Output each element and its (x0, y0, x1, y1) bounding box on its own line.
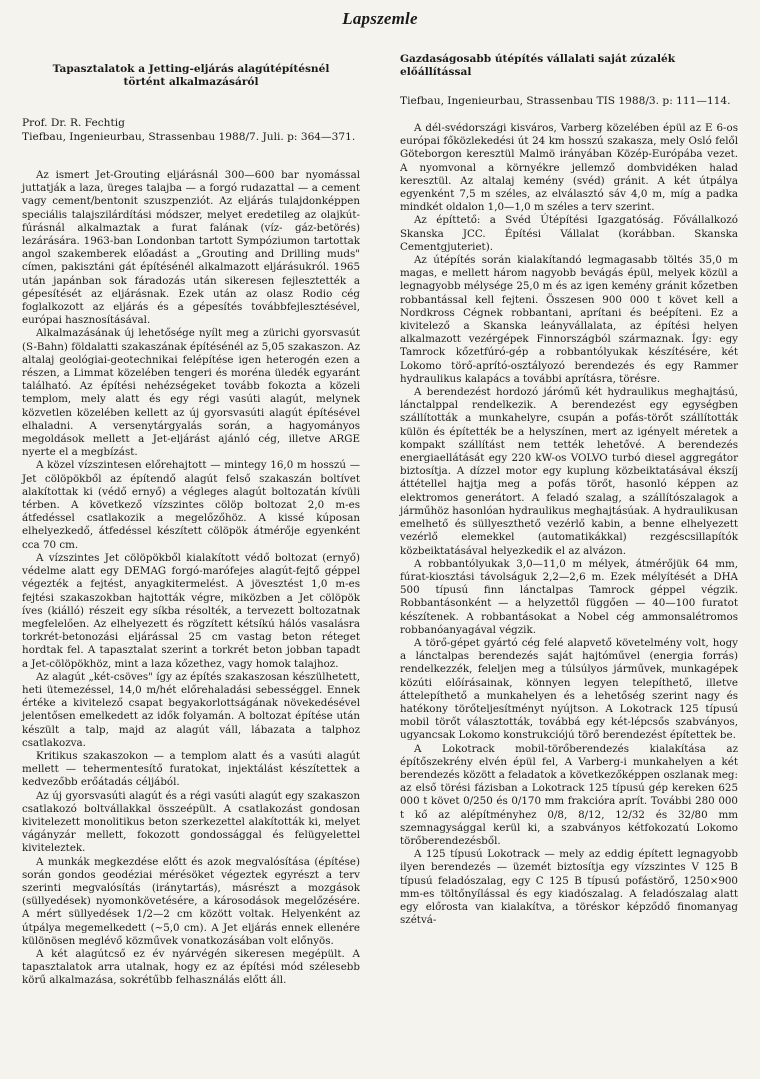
page-header: Lapszemle (342, 9, 418, 28)
right-paragraph: Az útépítés során kialakítandó legmagasabb töltés 35,0 m magas, e mellett három nagyobb bevágás épül, melyek közül a legnagyobb mélysége 25,0 m és az igen kemény gránit kőzetben robbantással kell fejteni. Összesen 900 000 t követ kell a Nordkross Cégnek robbantani, aprítani és beépíteni. Ez a kivitelező a Skanska leányvállalata, az építési helyen alkalmazott vezérgépek Finnországból származnak. Így: egy Tamrock kőzetfúró-gép a robbantólyukak készítésére, két Lokomo törő-aprító-osztályozó berendezés és egy Rammer hydraulikus kalapács a további aprításra, törésre. (400, 254, 738, 385)
left-source (22, 116, 360, 144)
left-paragraph: Kritikus szakaszokon — a templom alatt és a vasúti alagút mellett — tehermentesítő furatokat, injektálást készítettek a kedvezőbb erőátadás céljából. (22, 749, 360, 789)
right-paragraph: A törő-gépet gyártó cég felé alapvető követelmény volt, hogy a lánctalpas berendezés saját hajtóművel (energia forrás) rendelkezzék, feleljen meg a túlsúlyos járművek, munkagépek közúti előírásainak, könnyen legyen telepíthető, illetve áttelepíthető a munkahelyen és a lehetőség szerint nagy és hatékony törőteljesítményt nyújtson. A Lokotrack 125 típusú mobil törőt választották, továbbá egy két-lépcsős szabványos, ugyancsak Lokomo konstrukciójú törő berendezést építettek be. (400, 636, 738, 742)
left-paragraph: A közel vízszintesen előrehajtott — mintegy 16,0 m hosszú — Jet cölöpökből az építendő alagút felső szakaszán boltívet alakítottak ki (védő ernyő) a végleges alagút boltozatán kívüli térben. A következő vízszintes cölöp boltozat 2,0 m-es átfedéssel csatlakozik a megelőzőhöz. A kissé kúposan elhelyezkedő, átfedéssel készített cölöpök átmérője egyenként cca 70 cm. (22, 459, 360, 551)
left-column (22, 34, 360, 988)
right-column (400, 34, 738, 988)
left-author: Prof. Dr. R. Fechtig (22, 117, 125, 129)
left-paragraph: A két alagútcső ez év nyárvégén sikeresen megépült. A tapasztalatok arra utalnak, hogy ez az építési mód szélesebb körű alkalmazása, sokrétűbb felhasználás előtt áll. (22, 947, 360, 987)
left-title-line-2: történt alkalmazásáról (123, 76, 259, 88)
left-paragraph: Az új gyorsvasúti alagút és a régi vasúti alagút egy szakaszon csatlakozó boltvállakkal összeépült. A csatlakozást gondosan kivitelezett monolitikus beton szerkezettel alakították ki, melyet vágányzár mellett, fokozott gondossággal és felügyelettel kiviteleztek. (22, 789, 360, 855)
left-paragraph: Alkalmazásának új lehetősége nyílt meg a zürichi gyorsvasút (S-Bahn) földalatti szakaszának építésénél az 5,05 szakaszon. Az altalaj geológiai-geotechnikai felépítése igen heterogén ezen a részen, a Limmat közelében tengeri és moréna üledék egyaránt található. Az építési nehézségeket tovább fokozta a közeli templom, mely alatt és egy régi vasúti alagút, melynek közvetlen közelében kellett az új gyorsvasúti alagút építésével elhaladni. A versenytárgyalás során, a hagyományos megoldások mellett a Jet-eljárást ajánló cég, illetve ARGE nyerte el a megbízást. (22, 327, 360, 459)
right-paragraph: A dél-svédországi kisváros, Varberg közelében épül az E 6-os európai főközlekedési út 24 km hosszú szakasza, mely Osló felől Göteborgon keresztül Malmö irányában Közép-Európába vezet. A nyomvonal a környékre jellemző dombvidéken halad keresztül. Az altalaj kemény (svéd) gránit. A két útpálya egyenként 7,5 m széles, az elválasztó sáv 4,0 m, míg a padka mindkét oldalon 1,0—1,0 m széles a terv szerint. (400, 122, 738, 214)
right-paragraph: A berendezést hordozó járómű két hydraulikus meghajtású, lánctalppal rendelkezik. A berendezést egy egységben szállították a munkahelyre, csupán a pofás-törőt szállították külön és építették be a helyszínen, mert az igényelt méretek a kompakt szállítást nem tették lehetővé. A berendezés energiaellátását egy 220 kW-os VOLVO turbó diesel aggregátor biztosítja. A dízzel motor egy kuplung közbeiktatásával ékszíj áttétellel hajtja meg a pofás törőt, hasonló képpen az elektromos generátort. A feladó szalag, a szállítószalagok a járműhöz hasonlóan hydraulikus meghajtásúak. A hydraulikusan emelhető és süllyeszthető vezérlő kabin, a benne elhelyezett vezérlő elemekkel (automatikákkal) rezgéscsillapítók közbeiktatásával helyezkedik el az alvázon. (400, 386, 738, 557)
left-title-line-1: Tapasztalatok a Jetting-eljárás alagútépítésnél (52, 63, 330, 75)
left-source-citation: Tiefbau, Ingenieurbau, Strassenbau 1988/7. Juli. p: 364—371. (22, 131, 356, 143)
right-source-citation: Tiefbau, Ingenieurbau, Strassenbau TIS 1988/3. p: 111—114. (400, 95, 731, 107)
left-paragraph: A munkák megkezdése előtt és azok megvalósítása (építése) során gondos geodéziai mérésöket végeztek egyrészt a terv szerinti megvalósítás (iránytartás), másrészt a mozgások (süllyedések) nyomonkövetésére, a károsodások megelőzésére. A mért süllyedések 1/2—2 cm között voltak. Helyenként az útpálya megemelkedett (~5,0 cm). A Jet eljárás ennek ellenére különösen meglévő közművek vonatkozásában volt előnyös. (22, 855, 360, 947)
right-paragraph: A 125 típusú Lokotrack — mely az eddig épített legnagyobb ilyen berendezés — üzemét biztosítja egy vízszintes V 125 B típusú feladószalag, egy C 125 B típusú pofástörő, 1250×900 mm-es töltőnyílással és egy kiadószalag. A feladószalag alatt egy előrosta van kialakítva, a töréskor képződő finomanyag szétvá- (400, 848, 738, 927)
left-paragraph: Az ismert Jet-Grouting eljárásnál 300—600 bar nyomással juttatják a laza, üreges talajba — a forgó rudazattal — a cement vagy cement/bentonit szuszpenziót. Az eljárás tulajdonképpen speciális talajszilárdítási módszer, melyet eredetileg az olajkút-fúrásnál alkalmaztak a furat falának (víz- gáz-betörés) lezárására. 1963-ban Londonban tartott Sympóziumon tartottak angol szakemberek előadást a „Grouting and Drilling muds" címen, pakisztáni gát építésénél alkalmazott eljárásukról. 1965 után japánban sok fáradozás után sikeresen fejlesztették a gépesítését az eljárásnak. Ezek után az olasz Rodio cég foglalkozott az eljárás és a gépesítés továbbfejlesztésével, európai hasznosításával. (22, 169, 360, 327)
left-paragraph: A vízszintes Jet cölöpökből kialakított védő boltozat (ernyő) védelme alatt egy DEMAG forgó-marófejes alagút-fejtő géppel végezték a fejtést, anyagkitermelést. A jövesztést 1,0 m-es fejtési szakaszokban hajtották végre, miközben a Jet cölöpök íves (kiálló) részeit egy síkba résolték, a tervezett boltozatnak megfelelően. Az elhelyezett és rögzített kétsíkú hálós vasalásra torkrét-betonozási eljárással 25 cm vastag beton réteget hordtak fel. A tapasztalat szerint a torkrét beton jobban tapadt a Jet-cölöpökhöz, mint a laza kőzethez, vagy homok talajhoz. (22, 551, 360, 670)
left-paragraph: Az alagút „két-csöves" így az építés szakaszosan készülhetett, heti ütemezéssel, 14,0 m/hét előrehaladási sebességgel. Ennek értéke a kivitelező csapat begyakorlottságának növekedésével jelentősen emelkedett az idők folyamán. A boltozat építése után készült a talp, majd az alagút váll, lábazata a talphoz csatlakozva. (22, 670, 360, 749)
left-article-title (22, 63, 360, 89)
right-paragraph: A robbantólyukak 3,0—11,0 m mélyek, átmérőjük 64 mm, fúrat-kiosztási távolságuk 2,2—2,6 m. Ezek mélyítését a DHA 500 típusú finn lánctalpas Tamrock géppel végzik. Robbantásonként — a helyzettől függően — 40—100 furatot készítenek. A robbantásokat a Nobel cég ammonsalétromos robbanóanyagával végzik. (400, 557, 738, 636)
right-article-title: Gazdaságosabb útépítés vállalati saját zúzalék előállítással (400, 53, 676, 78)
right-paragraph: A Lokotrack mobil-törőberendezés kialakítása az építőszekrény elvén épül fel, A Varberg-i munkahelyen a két berendezés között a feladatok a következőképpen oszlanak meg: az első törési fázisban a Lokotrack 125 típusú gép kereken 625 000 t követ 0/250 és 0/170 mm frakcióra aprít. További 280 000 t kő az alépítményhez 0/8, 8/12, 12/32 és 32/80 mm szemnagysággal kerül ki, a szabványos kétfokozatú Lokomo törőberendezésből. (400, 742, 738, 847)
columns (22, 34, 738, 988)
right-paragraph: Az építtető: a Svéd Útépítési Igazgatóság. Fővállalkozó Skanska JCC. Építési Vállalat (korábban. Skanska Cementgjuteriet). (400, 214, 738, 253)
